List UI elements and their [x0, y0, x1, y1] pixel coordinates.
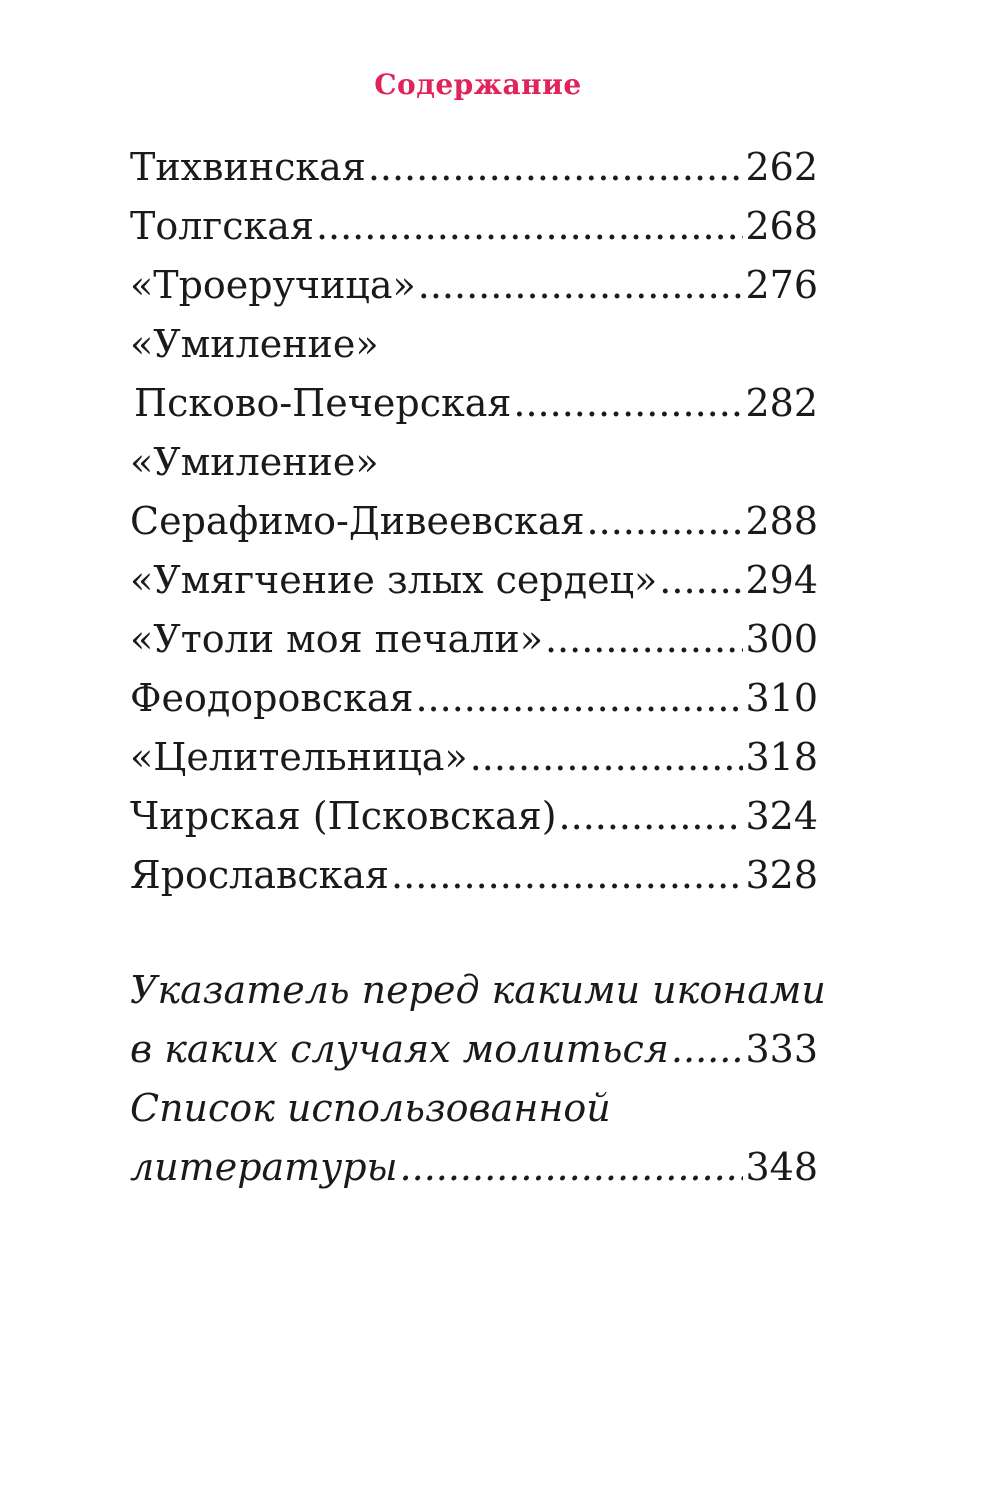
toc-entry-page: 324 [745, 794, 818, 838]
toc-entry-page: 294 [745, 558, 818, 602]
appendix-entry[interactable] [130, 1020, 818, 1079]
dot-leader [470, 728, 744, 787]
dot-leader [559, 787, 744, 846]
toc-entry[interactable] [130, 197, 818, 256]
table-of-contents [130, 138, 826, 1197]
toc-entry[interactable] [130, 610, 818, 669]
appendix-title-line1: Список использованной [130, 1086, 611, 1130]
dot-leader [671, 1020, 744, 1079]
toc-entry-page: 328 [745, 853, 818, 897]
toc-entry-title: Толгская [130, 204, 314, 248]
toc-entry-title: «Троеручица» [130, 263, 416, 307]
toc-entry-page: 262 [745, 145, 818, 189]
toc-entry-page: 276 [745, 263, 818, 307]
appendix-entry-page: 348 [745, 1145, 818, 1189]
dot-leader [391, 846, 743, 905]
toc-entry-title: Феодоровская [130, 676, 414, 720]
toc-entry-page: 288 [745, 499, 818, 543]
appendix-entry-title: в каких случаях молиться [130, 1027, 669, 1071]
toc-entry[interactable] [130, 669, 818, 728]
toc-entry[interactable] [130, 138, 818, 197]
toc-entry-page: 282 [745, 381, 818, 425]
appendix-entry-page: 333 [745, 1027, 818, 1071]
toc-entry-title: Серафимо-Дивеевская [130, 499, 585, 543]
dot-leader [545, 610, 744, 669]
toc-entry-title: Ярославская [130, 853, 390, 897]
toc-entry[interactable] [130, 374, 818, 433]
dot-leader [400, 1138, 744, 1197]
dot-leader [368, 138, 744, 197]
toc-entry-title-line1: «Умиление» [130, 322, 379, 366]
appendix-entry[interactable] [130, 1138, 818, 1197]
toc-entry[interactable] [130, 551, 818, 610]
toc-entry-title: Тихвинская [130, 145, 366, 189]
section-spacer [130, 905, 818, 961]
toc-entry-title: Псково-Печерская [134, 381, 512, 425]
toc-entry[interactable] [130, 492, 818, 551]
toc-entry[interactable] [130, 728, 818, 787]
dot-leader [418, 256, 744, 315]
toc-entry[interactable] [130, 256, 818, 315]
toc-entry-title: Чирская (Псковская) [130, 794, 557, 838]
toc-entry-title-line1: «Умиление» [130, 440, 379, 484]
dot-leader [415, 669, 743, 728]
toc-entry-page: 318 [745, 735, 818, 779]
dot-leader [659, 551, 743, 610]
toc-entry-page: 268 [745, 204, 818, 248]
toc-entry-page: 310 [745, 676, 818, 720]
dot-leader [513, 374, 743, 433]
page-heading: Содержание [374, 68, 582, 101]
toc-entry-title: «Умягчение злых сердец» [130, 558, 658, 602]
toc-entry-title: «Целительница» [130, 735, 468, 779]
toc-entry-title: «Утоли моя печали» [130, 617, 543, 661]
appendix-entry-title: литературы [130, 1145, 398, 1189]
toc-entry[interactable] [130, 787, 818, 846]
toc-entry-page: 300 [745, 617, 818, 661]
toc-entry[interactable] [130, 846, 818, 905]
dot-leader [587, 492, 744, 551]
dot-leader [316, 197, 744, 256]
appendix-title-line1: Указатель перед какими иконами [130, 968, 826, 1012]
